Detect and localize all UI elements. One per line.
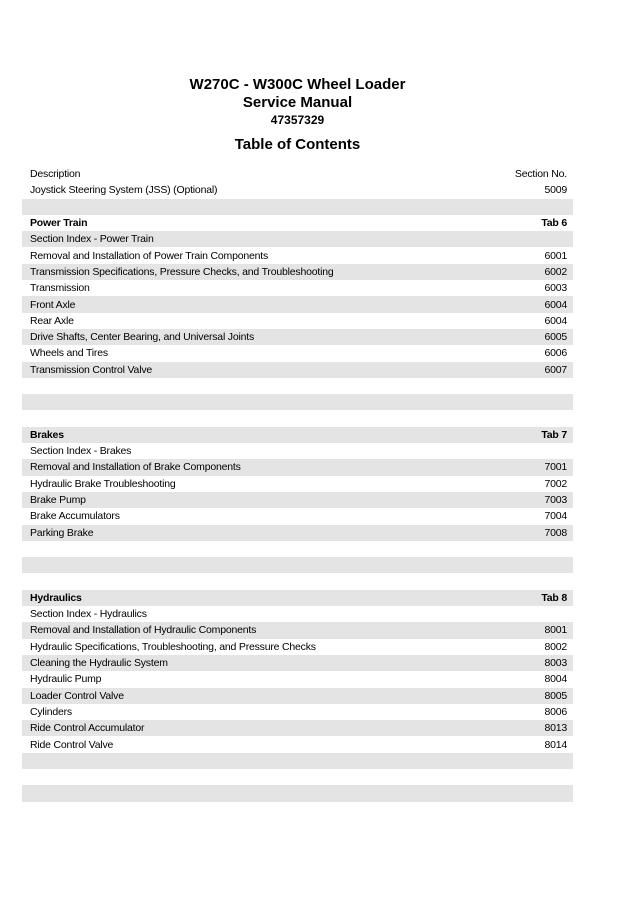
toc-entry-description: Loader Control Valve [30,689,124,702]
toc-row [22,231,573,247]
toc-entry-description: Joystick Steering System (JSS) (Optional) [30,184,218,197]
toc-row [22,655,573,671]
toc-entry-section-number: Tab 7 [541,428,567,441]
toc-entry-description: Brake Pump [30,494,86,507]
toc-entry-description: Cleaning the Hydraulic System [30,657,168,670]
toc-entry-section-number: 7002 [544,477,567,490]
toc-entry-description: Removal and Installation of Power Train Components [30,249,269,262]
toc-section-heading [22,215,573,231]
blank-row [22,573,573,589]
toc-entry-description: Hydraulic Pump [30,673,102,686]
toc-entry-section-number: 8003 [544,657,567,670]
toc-entry-section-number: 8013 [544,722,567,735]
toc-entry-section-number: 7003 [544,494,567,507]
column-header-section: Section No. [514,168,567,181]
blank-row [22,785,573,801]
toc-row [22,671,573,687]
toc-entry-section-number: 6004 [544,314,567,327]
toc-row [22,264,573,280]
toc-table [22,166,573,802]
toc-entry-description: Parking Brake [30,526,94,539]
toc-row [22,362,573,378]
toc-entry-section-number: 6007 [544,363,567,376]
toc-column-header [22,166,573,182]
toc-entry-section-number: 7004 [544,510,567,523]
toc-row [22,736,573,752]
toc-row [22,182,573,198]
column-header-description: Description [30,168,81,181]
toc-entry-description: Ride Control Valve [30,738,114,751]
toc-entry-section-number: 8004 [544,673,567,686]
toc-row [22,329,573,345]
toc-row [22,313,573,329]
toc-entry-description: Transmission Control Valve [30,363,153,376]
manual-subtitle: Service Manual [242,94,353,111]
toc-entry-section-number: 6003 [544,282,567,295]
blank-row [22,753,573,769]
toc-entry-description: Brake Accumulators [30,510,120,523]
toc-entry-description: Section Index - Brakes [30,445,132,458]
toc-entry-description: Front Axle [30,298,76,311]
toc-row [22,606,573,622]
toc-entry-description: Ride Control Accumulator [30,722,145,735]
toc-entry-section-number: 8002 [544,640,567,653]
toc-entry-description: Wheels and Tires [30,347,108,360]
document-number: 47357329 [270,113,325,127]
toc-section-heading [22,590,573,606]
toc-section-heading [22,427,573,443]
blank-row [22,378,573,394]
toc-row [22,280,573,296]
toc-row [22,345,573,361]
toc-entry-description: Cylinders [30,705,72,718]
manual-title: W270C - W300C Wheel Loader [189,76,406,93]
toc-row [22,296,573,312]
toc-entry-description: Transmission [30,282,90,295]
toc-row [22,622,573,638]
blank-row [22,410,573,426]
toc-entry-section-number: Tab 6 [541,217,567,230]
toc-entry-section-number: 8006 [544,705,567,718]
toc-row [22,443,573,459]
toc-entry-description: Hydraulic Brake Troubleshooting [30,477,176,490]
toc-entry-description: Drive Shafts, Center Bearing, and Universal Joints [30,331,255,344]
blank-row [22,769,573,785]
toc-entry-section-number: 6006 [544,347,567,360]
toc-entry-description: Section Index - Hydraulics [30,608,147,621]
toc-entry-section-number: 5009 [544,184,567,197]
toc-entry-section-number: 8001 [544,624,567,637]
toc-entry-section-number: 6005 [544,331,567,344]
toc-row [22,492,573,508]
toc-entry-section-number: 7008 [544,526,567,539]
toc-row [22,247,573,263]
toc-row [22,476,573,492]
toc-row [22,525,573,541]
blank-row [22,541,573,557]
toc-entry-section-number: 7001 [544,461,567,474]
toc-row [22,704,573,720]
toc-entry-section-number: 6002 [544,265,567,278]
toc-entry-description: Rear Axle [30,314,74,327]
toc-entry-description: Transmission Specifications, Pressure Checks, and Troubleshooting [30,265,334,278]
toc-entry-description: Removal and Installation of Brake Components [30,461,241,474]
toc-entry-description: Removal and Installation of Hydraulic Components [30,624,257,637]
toc-entry-section-number: 8014 [544,738,567,751]
toc-entry-description: Section Index - Power Train [30,233,154,246]
toc-entry-section-number: 6004 [544,298,567,311]
toc-entry-section-number: Tab 8 [541,591,567,604]
document-header [0,76,595,153]
toc-entry-description: Power Train [30,217,88,230]
toc-entry-description: Hydraulics [30,591,82,604]
toc-entry-description: Brakes [30,428,64,441]
blank-row [22,557,573,573]
toc-entry-section-number: 6001 [544,249,567,262]
toc-row [22,459,573,475]
blank-row [22,394,573,410]
toc-row [22,639,573,655]
toc-entry-section-number: 8005 [544,689,567,702]
toc-entry-description: Hydraulic Specifications, Troubleshooting, and Pressure Checks [30,640,316,653]
toc-row [22,720,573,736]
toc-row [22,688,573,704]
toc-row [22,508,573,524]
toc-title: Table of Contents [234,136,361,153]
blank-row [22,199,573,215]
